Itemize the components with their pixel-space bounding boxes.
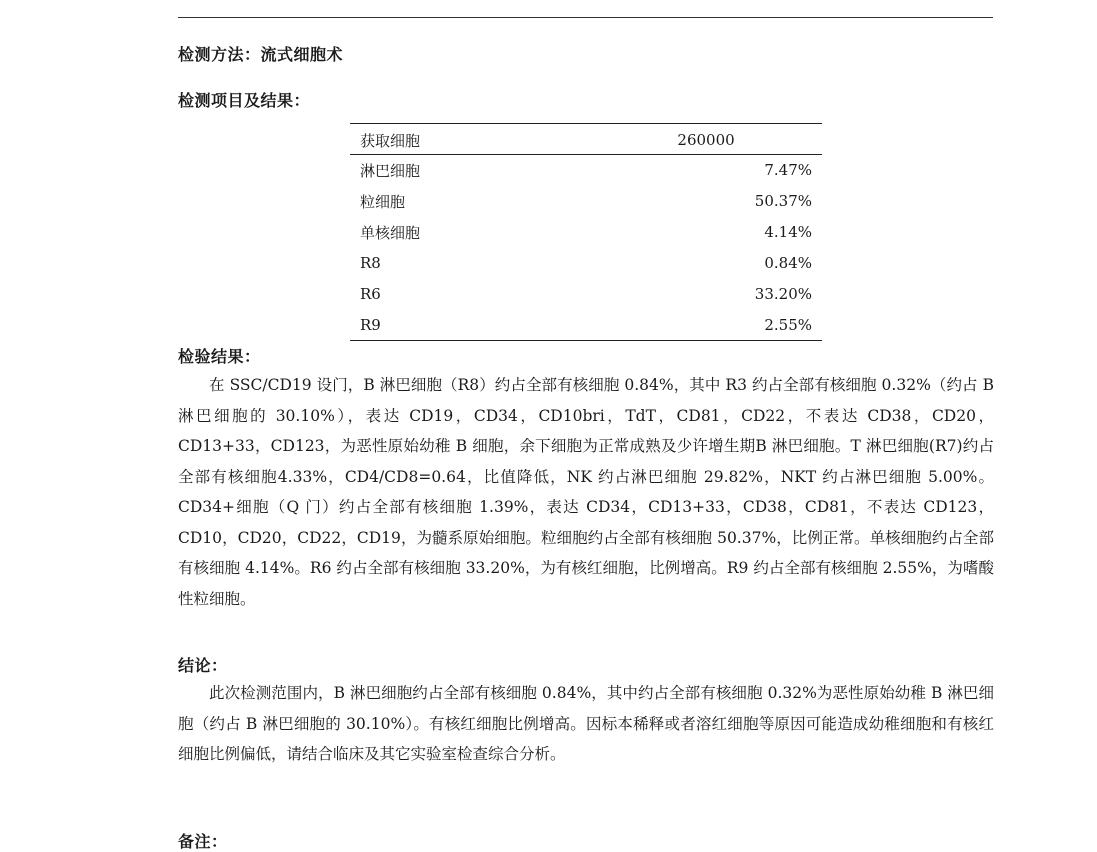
method-heading: 检测方法：流式细胞术 (178, 45, 344, 64)
row-label: 粒细胞 (360, 192, 406, 211)
row-label: R8 (360, 254, 381, 272)
result-heading: 检验结果： (178, 347, 261, 366)
header-rule (178, 17, 993, 18)
row-label: 单核细胞 (360, 223, 421, 242)
row-label: 获取细胞 (350, 124, 590, 155)
row-value: 7.47% (764, 161, 812, 180)
row-label: R6 (360, 285, 381, 303)
table-row (350, 155, 822, 186)
table-row (350, 310, 822, 341)
row-value: 4.14% (764, 223, 812, 241)
row-value: 50.37% (754, 192, 812, 210)
row-value: 0.84% (764, 254, 812, 272)
result-paragraph: 在 SSC/CD19 设门，B 淋巴细胞（R8）约占全部有核细胞 0.84%，其中 R3 约占全部有核细胞 0.32%（约占 B 淋巴细胞的 30.10%），表达 CD19，CD34，CD10bri，TdT，CD81，CD22，不表达 CD38，CD20，CD13+33，CD123，为恶性原始幼稚 B 细胞，余下细胞为正常成熟及少许增生期B 淋巴细胞。T 淋巴细胞(R7)约占全部有核细胞4.33%，CD4/CD8=0.64，比值降低，NK 约占淋巴细胞 29.82%，NKT 约占淋巴细胞 5.00%。CD34+细胞（Q 门）约占全部有核细胞 1.39%，表达 CD34，CD13+33，CD38，CD81，不表达 CD123，CD10，CD20，CD22，CD19，为髓系原始细胞。粒细胞约占全部有核细胞 50.37%，比例正常。单核细胞约占全部有核细胞 4.14%。R6 约占全部有核细胞 33.20%，为有核红细胞，比例增高。R9 约占全部有核细胞 2.55%，为嗜酸性粒细胞。 (178, 376, 994, 608)
conclusion-heading: 结论： (178, 656, 228, 675)
row-value: 2.55% (590, 310, 822, 341)
remark-heading: 备注： (178, 832, 228, 851)
row-label: 淋巴细胞 (360, 161, 421, 180)
results-table (350, 123, 822, 341)
table-row (350, 186, 822, 217)
row-value: 260000 (590, 124, 822, 155)
row-value: 33.20% (754, 285, 812, 303)
table-row (350, 248, 822, 279)
items-heading: 检测项目及结果： (178, 91, 311, 110)
table-row (350, 124, 822, 155)
row-label: R9 (350, 310, 590, 341)
conclusion-paragraph: 此次检测范围内，B 淋巴细胞约占全部有核细胞 0.84%，其中约占全部有核细胞 0.32%为恶性原始幼稚 B 淋巴细胞（约占 B 淋巴细胞的 30.10%）。有核红细胞比例增高。因标本稀释或者溶红细胞等原因可能造成幼稚细胞和有核红细胞比例偏低，请结合临床及其它实验室检查综合分析。 (178, 684, 994, 763)
table-row (350, 279, 822, 310)
table-row (350, 217, 822, 248)
